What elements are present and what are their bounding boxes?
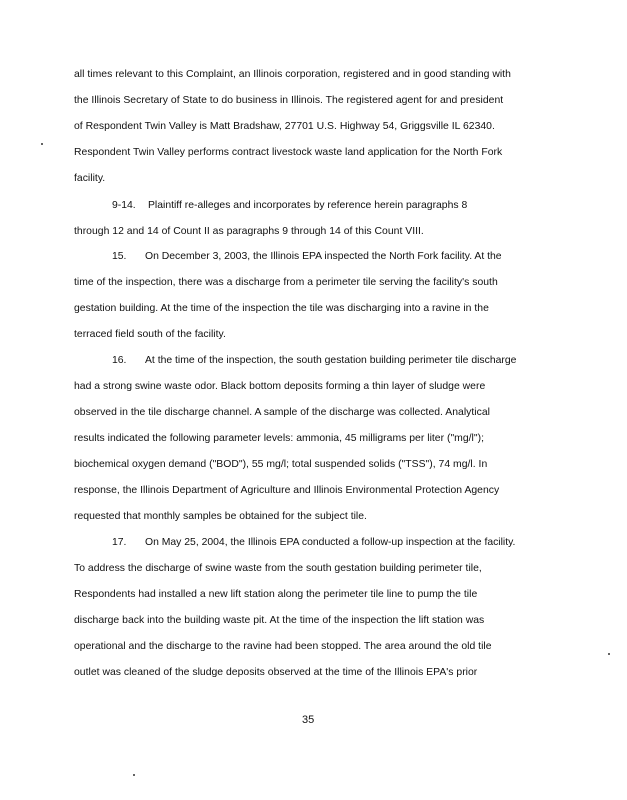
text-line: outlet was cleaned of the sludge deposits observed at the time of the Illinois EPA's prior [74, 667, 478, 678]
text-line: gestation building. At the time of the inspection the tile was discharging into a ravine in the [74, 303, 489, 314]
paragraph-text: On May 25, 2004, the Illinois EPA conducted a follow-up inspection at the facility. [145, 537, 516, 548]
paragraph-text: At the time of the inspection, the south gestation building perimeter tile discharge [145, 355, 517, 366]
text-line: had a strong swine waste odor. Black bottom deposits forming a thin layer of sludge were [74, 381, 486, 392]
text-line: response, the Illinois Department of Agriculture and Illinois Environmental Protection Agency [74, 485, 500, 496]
text-line: through 12 and 14 of Count II as paragraphs 9 through 14 of this Count VIII. [74, 226, 424, 237]
text-line: observed in the tile discharge channel. A sample of the discharge was collected. Analytical [74, 407, 490, 418]
scan-speck [41, 143, 43, 145]
paragraph-number: 16. [112, 355, 127, 366]
text-line: Respondents had installed a new lift station along the perimeter tile line to pump the tile [74, 589, 478, 600]
text-line: terraced field south of the facility. [74, 329, 226, 340]
text-line: time of the inspection, there was a discharge from a perimeter tile serving the facility's south [74, 277, 498, 288]
paragraph-number: 9-14. [112, 200, 136, 211]
text-line: Respondent Twin Valley performs contract livestock waste land application for the North Fork [74, 147, 503, 158]
page-number: 35 [302, 714, 315, 726]
text-line: facility. [74, 173, 106, 184]
scan-speck [608, 653, 610, 655]
text-line: results indicated the following parameter levels: ammonia, 45 milligrams per liter ("mg/l"); [74, 433, 484, 444]
text-line: the Illinois Secretary of State to do business in Illinois. The registered agent for and president [74, 95, 504, 106]
paragraph-number: 15. [112, 251, 127, 262]
paragraph-text: On December 3, 2003, the Illinois EPA inspected the North Fork facility. At the [145, 251, 502, 262]
paragraph-text: Plaintiff re-alleges and incorporates by reference herein paragraphs 8 [148, 200, 468, 211]
text-line: all times relevant to this Complaint, an Illinois corporation, registered and in good standing with [74, 69, 511, 80]
text-line: operational and the discharge to the ravine had been stopped. The area around the old tile [74, 641, 492, 652]
text-line: biochemical oxygen demand ("BOD"), 55 mg/l; total suspended solids ("TSS"), 74 mg/l. In [74, 459, 488, 470]
text-line: of Respondent Twin Valley is Matt Bradshaw, 27701 U.S. Highway 54, Griggsville IL 62340. [74, 121, 495, 132]
text-line: requested that monthly samples be obtained for the subject tile. [74, 511, 367, 522]
text-line: To address the discharge of swine waste from the south gestation building perimeter tile, [74, 563, 482, 574]
scan-speck [133, 774, 135, 776]
paragraph-number: 17. [112, 537, 127, 548]
text-line: discharge back into the building waste pit. At the time of the inspection the lift station was [74, 615, 485, 626]
